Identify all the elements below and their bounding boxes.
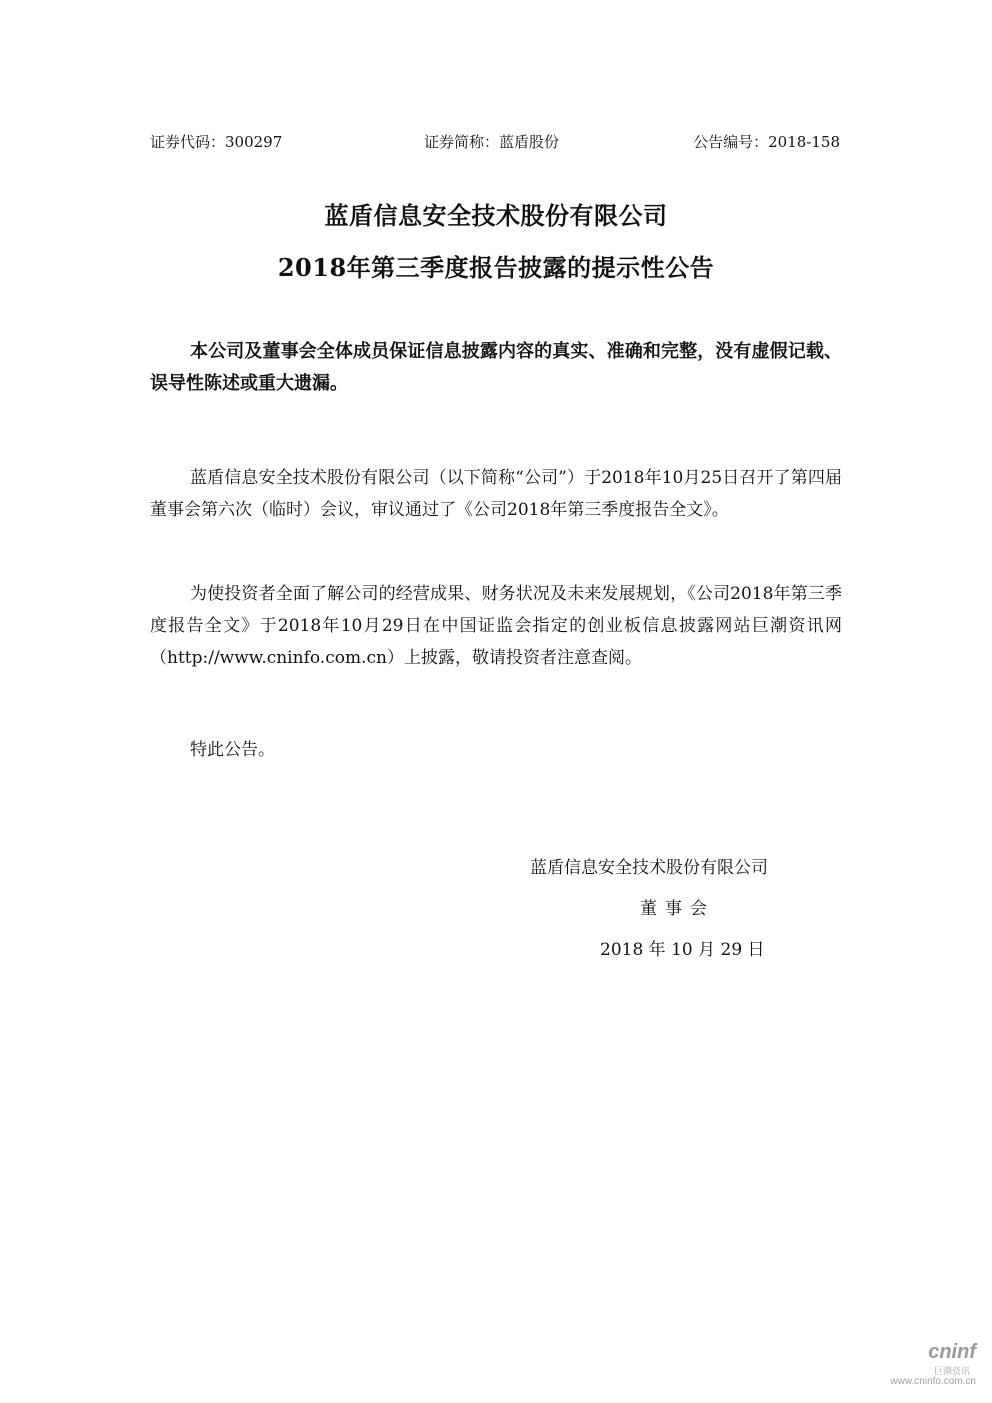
signature-board: 董事会 <box>640 899 715 919</box>
signature-date: 2018 年 10 月 29 日 <box>600 940 765 960</box>
company-title: 蓝盾信息安全技术股份有限公司 <box>324 201 668 230</box>
cninfo-logo-brand: cninf <box>928 1341 976 1363</box>
cninfo-logo-chinese: 巨潮资讯 <box>933 1366 970 1376</box>
announcement-title: 2018年第三季度报告披露的提示性公告 <box>277 253 715 282</box>
stock-name: 证券简称：蓝盾股份 <box>424 133 560 151</box>
cninfo-logo <box>856 1341 976 1391</box>
document-header <box>150 131 840 153</box>
announcement-number: 公告编号：2018-158 <box>693 133 840 151</box>
signature-company: 蓝盾信息安全技术股份有限公司 <box>530 858 768 878</box>
body-paragraph-2: 为使投资者全面了解公司的经营成果、财务状况及未来发展规划，《公司2018年第三季度报告全文》于2018年10月29日在中国证监会指定的创业板信息披露网站巨潮资讯网（http://www.cninfo.com.cn）上披露，敬请投资者注意查阅。 <box>150 584 842 668</box>
body-paragraph-1: 蓝盾信息安全技术股份有限公司（以下简称“公司”）于2018年10月25日召开了第四届董事会第六次（临时）会议，审议通过了《公司2018年第三季度报告全文》。 <box>150 468 842 520</box>
stock-code: 证券代码：300297 <box>150 133 283 151</box>
board-assurance-notice: 本公司及董事会全体成员保证信息披露内容的真实、准确和完整，没有虚假记载、误导性陈述或重大遗漏。 <box>150 341 842 394</box>
closing-statement: 特此公告。 <box>190 740 275 760</box>
cninfo-logo-url: www.cninfo.com.cn <box>890 1376 976 1387</box>
